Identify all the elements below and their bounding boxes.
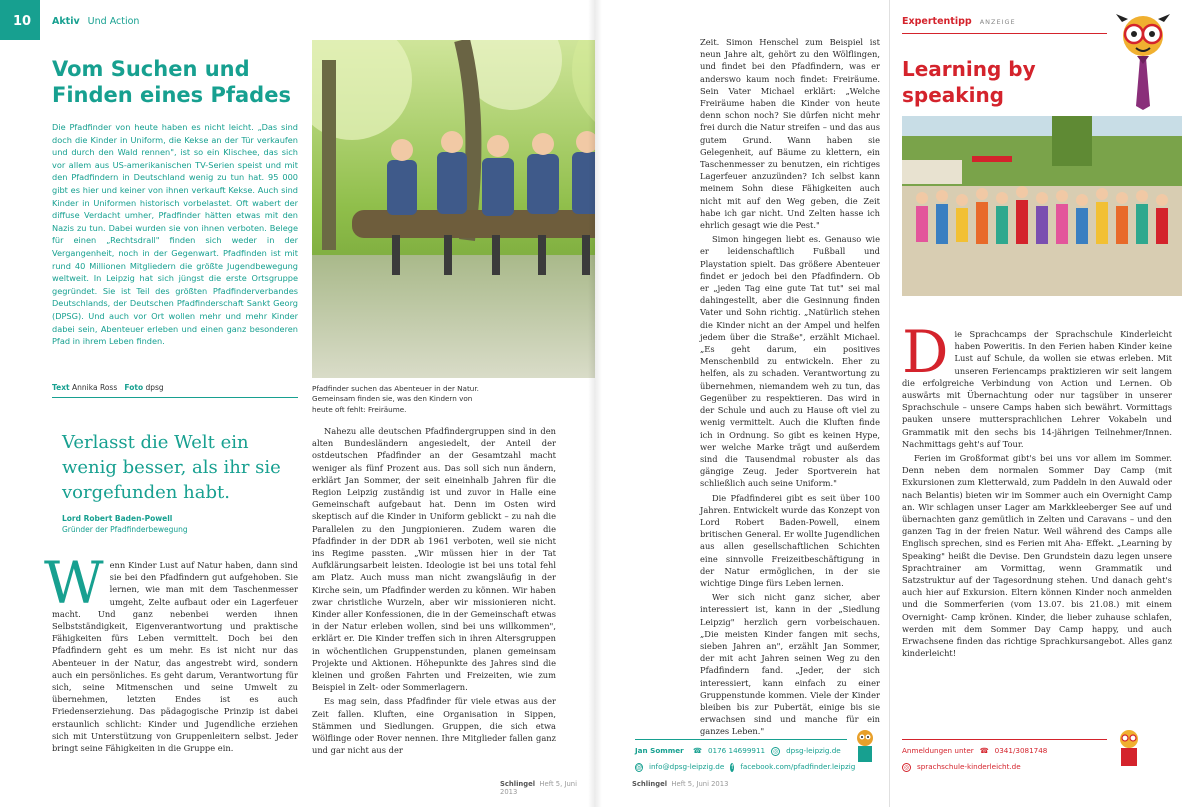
body-column-3 xyxy=(700,36,880,738)
sidebar-body xyxy=(902,318,1172,659)
sidebar-contact-divider xyxy=(902,739,1107,740)
expert-tip-sidebar xyxy=(889,0,1190,807)
anmeldung-label: Anmeldungen unter xyxy=(902,746,974,755)
quote-author: Lord Robert Baden-Powell xyxy=(62,514,173,523)
body-column-1 xyxy=(44,549,298,754)
footer-issue: Heft 5, Juni 2013 xyxy=(500,780,577,796)
dropcap: W xyxy=(44,549,104,617)
page-footer xyxy=(500,780,595,796)
credit-photographer: dpsg xyxy=(145,383,164,392)
body-column-2 xyxy=(312,425,556,756)
article-lead: Die Pfadfinder von heute haben es nicht leicht. „Das sind doch die Kinder in Uniform, die Kekse an der Tür verkaufen und durch den Wald rennen", ist so ein Klischee, das sich vor allem aus US-amerikanischen TV-Serien speist und mit den Pfadfindern in Deutschland wenig zu tun hat. 95 000 gibt es hier und keiner von ihnen verkauft Kekse. Auch sind Kinder in Uniformen historisch vorbelastet. Oft wabert der diffuse Verdacht umher, Pfadfinder hätten etwas mit den Nazis zu tun. Dabei wurden sie von ihnen verboten. Belege für einen „Rechtsdrall" finden sich weder in der Vergangenheit, noch in der Gegenwart. Pfadfinden ist mit rund 40 Millionen Mitgliedern die größte Jugendbewegung weltweit. In Leipzig hat sich jüngst die erste Ortsgruppe gegründet. Sie ist Teil des größten Pfadfinderverbandes Deutschlands, der Deutschen Pfadfinderschaft Sankt Georg (DPSG). Und auch vor Ort wollen mehr und mehr Kinder dabei sein, Abenteuer erleben und einen ganz besonderen Pfad in ihrem Leben finden. xyxy=(52,122,298,347)
sidebar-title: Learning by speaking xyxy=(902,57,1036,107)
credit-author: Annika Ross xyxy=(72,383,118,392)
body-text: enn Kinder Lust auf Natur haben, dann sind sie bei den Pfadfindern gut aufgehoben. Sie lernen, wie man mit dem Taschenmesser umgeht, Zelte aufbaut oder ein Lagerfeuer macht. Und ganz nebenbei werden ihnen Selbstständigkeit, Eigenverantwortung und praktische Fähigkeiten fürs Leben vermittelt. Doch bei den Pfadfindern geht es um mehr. Es ist nicht nur das Abenteuer in der Natur, das angestrebt wird, sondern auch ein persönliches. Es geht darum, Verantwortung für sich, seine Mitmenschen und seine Umwelt zu übernehmen, letzten Endes ist es auch Friedenserziehung. Das pädagogische Prinzip ist dabei erstaunlich schlicht: Kinder und Jugendliche erziehen sich mit Unterstützung von Gruppenleitern selbst. Jeder bringt seine Fähigkeiten in die Gruppe ein. xyxy=(52,560,298,754)
sidebar-web[interactable]: sprachschule-kinderleicht.de xyxy=(917,762,1021,771)
credit-text-label: Text xyxy=(52,383,70,392)
rubric xyxy=(52,16,139,27)
quote-role: Gründer der Pfadfinderbewegung xyxy=(62,525,188,534)
page-footer xyxy=(632,780,728,788)
page-number: 10 xyxy=(0,0,40,40)
contact-divider xyxy=(635,739,847,740)
rubric-section: Aktiv xyxy=(52,16,80,27)
owl-small-icon xyxy=(1116,728,1142,768)
scout-mascot-icon xyxy=(853,728,877,764)
sidebar-paragraph: Ferien im Großformat gibt's bei uns vor allem im Sommer. Denn neben dem normalen Sommer Day Camp (mit Exkursionen zum Kletterwald, zum Paddeln in den Auwald oder nach Belantis) bieten wir im Sommer auch ein Overnight Camp an. Wir schlagen unser Lager am Markkleeberger See auf und übernachten ganz gemütlich in Zelten und Caravans – und den ganzen Tag in der freien Natur. Weil während des Camps alle Englisch sprechen, sind es Ferien mit Aha- Effekt. „Learning by Speaking" heißt die Devise. Den Grundstein dazu legen unsere Sprachtrainer am Vormittag, wenn Grammatik und Satzstruktur auf der Tagesordnung stehen. Und danach geht's auch hier auf Exkursion. Eltern können Kinder noch anmelden und die Sommerferien (vom 13.07. bis 21.08.) mit einem Overnight- Camp krönen. Kinder, die lieber zuhause schlafen, werden mit dem Sommer Day Camp happy, und auch Erwachsene finden das richtige Sprachkursangebot. Alles ganz kinderleicht! xyxy=(902,453,1172,659)
contact-phone[interactable]: 0176 14699911 xyxy=(707,746,766,755)
rubric-subsection: Und Action xyxy=(87,16,140,27)
sidebar-rubric: Expertentipp xyxy=(902,16,972,27)
photo-caption: Pfadfinder suchen das Abenteuer in der Natur. Gemeinsam finden sie, was den Kindern von heute oft fehlt: Freiräume. xyxy=(312,384,479,414)
body-paragraph: Es mag sein, dass Pfadfinder für viele etwas aus der Zeit fallen. Kluften, eine Organisation in Sippen, Stämmen und Siedlungen. Gruppen, die sich etwa Wölflinge oder Rover nennen. Ihre Mitglieder fallen ganz und gar nicht aus der xyxy=(312,696,556,756)
divider xyxy=(52,397,298,398)
sidebar-contact xyxy=(902,743,1107,775)
sidebar-header xyxy=(902,16,1016,27)
sidebar-text: ie Sprachcamps der Sprachschule Kinderleicht haben Poweritis. In den Ferien haben Kinder keine Lust auf Schule, da wollen sie etwas erleben. Mit unseren Feriencamps praktizieren wir seit langem die erfolgreiche Verbindung von Action und Lernen. Ob auswärts mit Übernachtung oder nur tagsüber in unserer Sprachschule – unsere Camps haben sich bewährt. Vormittags pauken unsere muttersprachlichen Lehrer Vokabeln und Grammatik mit den sechs bis 14-jährigen Teilnehmer/Innen. Nachmittags geht's auf Tour. xyxy=(902,329,1172,449)
contact-facebook[interactable]: facebook.com/pfadfinder.leipzig xyxy=(740,762,856,771)
owl-mascot-icon xyxy=(1112,10,1174,110)
phone-icon: ☎ xyxy=(979,746,989,755)
footer-magazine: Schlingel xyxy=(500,780,536,788)
email-icon: @ xyxy=(636,763,642,771)
credit-foto-label: Foto xyxy=(124,383,144,392)
contact-name: Jan Sommer xyxy=(635,746,684,755)
anmeldung-phone[interactable]: 0341/3081748 xyxy=(994,746,1048,755)
body-paragraph: Die Pfadfinderei gibt es seit über 100 Jahren. Entwickelt wurde das Konzept von Lord Robert Baden-Powell, einem britischen General. Er wollte Jugendlichen aus allen gesellschaftlichen Schichten eine sinnvolle Freizeitbeschäftigung in der Natur ermöglichen, in der sie wichtige Dinge fürs Leben lernen. xyxy=(700,492,880,588)
right-page xyxy=(595,0,1190,807)
web-icon: ◎ xyxy=(903,763,910,771)
facebook-icon: f xyxy=(731,763,734,771)
article-headline: Vom Suchen und Finden eines Pfades xyxy=(52,57,291,107)
footer-magazine: Schlingel xyxy=(632,780,668,788)
article-credit xyxy=(52,383,164,392)
spine-shadow xyxy=(588,0,602,807)
contact-email[interactable]: info@dpsg-leipzig.de xyxy=(649,762,725,771)
sidebar-rule xyxy=(902,33,1107,34)
quote-attribution xyxy=(62,513,188,535)
scouts-photo xyxy=(312,40,595,378)
camp-photo-image xyxy=(902,116,1182,296)
body-paragraph: Wer sich nicht ganz sicher, aber interessiert ist, kann in der „Siedlung Leipzig" herzlich gern vorbeischauen. „Die meisten Kinder fangen mit sechs, sieben Jahren an", erzählt Jan Sommer, der mit acht Jahren seinen Weg zu den Pfadfindern fand. „Jeder, der sich interessiert, kann einfach zu einer Gruppenstunde kommen. Viele der Kinder bleiben bis zur Pubertät, einige bis sie erwachsen sind und manche für ein ganzes Leben." xyxy=(700,592,880,737)
contact-box xyxy=(635,743,856,775)
phone-icon: ☎ xyxy=(693,746,702,755)
footer-issue: Heft 5, Juni 2013 xyxy=(671,780,729,788)
sidebar-paragraph xyxy=(902,318,1172,450)
contact-web[interactable]: dpsg-leipzig.de xyxy=(786,746,841,755)
ad-label: ANZEIGE xyxy=(979,18,1016,26)
camp-photo xyxy=(902,116,1182,296)
sidebar-dropcap: D xyxy=(902,318,949,386)
body-paragraph: Zeit. Simon Henschel zum Beispiel ist neun Jahre alt, gehört zu den Wölflingen, und findet bei den Pfadfindern, was er anderswo kaum noch findet: Freiräume. Sein Vater Michael erklärt: „Welche Freiräume haben die Kinder von heute denn schon noch? Sie dürfen nicht mehr frei durch die Natur streifen – und das aus gutem Grund. Wann haben sie Gelegenheit, auf Bäume zu klettern, ein Taschenmesser zu benutzen, ein richtiges Lagerfeuer anzuzünden? Ich selbst kann meinem Sohn diese Fähigkeiten auch nicht mit auf den Weg geben, die Zeit habe ich gar nicht. Und Zelten hasse ich ehrlich gesagt wie die Pest." xyxy=(700,37,880,231)
body-paragraph: Nahezu alle deutschen Pfadfindergruppen sind in den alten Bundesländern angesiedelt, der Anteil der ostdeutschen Pfadfinder an der Gesamtzahl macht weniger als fünf Prozent aus. Das soll sich nun ändern, erklärt Jan Sommer, der seit eineinhalb Jahren für die Region Leipzig zuständig ist und zuvor in Halle eine Gemeinschaft aufgebaut hat. Denn im Osten wird skeptisch auf die Kinder in Uniform geblickt – zu nah die Parallelen zu den Jungpionieren. Zudem waren die Pfadfinder in der DDR ab 1961 verboten, weil sie nicht ins Regime passten. „Wir müssen hier in der Tat Aufklärungsarbeit leisten. Ideologie ist bei uns total fehl am Platz. Auch muss man nicht zwangsläufig in der Kirche sein, um Pfadfinder werden zu können. Wir haben zwar christliche Wurzeln, aber wir missionieren nicht. Kinder aller Konfessionen, die in der Gemeinschaft etwas in der Natur erleben wollen, sind bei uns willkommen", erklärt er. Die Kinder treffen sich in ihren Altersgruppen in wöchentlichen Gruppenstunden, planen gemeinsam Projekte und Aktionen. Höhepunkte des Jahres sind die kleinen und großen Fahrten und Freizeiten, wie zum Beispiel in Zelt- oder Sommerlagern. xyxy=(312,426,556,693)
scouts-photo-image xyxy=(312,40,595,378)
body-paragraph: Simon hingegen liebt es. Genauso wie er leidenschaftlich Fußball und Playstation spielt. Das größere Abenteuer findet er jedoch bei den Pfadfindern. Ob er „jeden Tag eine gute Tat tut" sei mal dahingestellt, aber die Gesinnung finden Vater und Sohn richtig. „Natürlich stehen die Kinder nicht an der Ampel und helfen jedem über die Straße", erzählt Michael. „Es geht darum, ein positives Menschenbild zu entwickeln. Eher zu helfen, als zu schaden. Verantwortung zu übernehmen, niemandem weh zu tun, das Gegenüber zu respektieren. Das wird in der Schule und auch zu Hause oft viel zu wenig vermittelt. Auch die Kluften finde ich in Ordnung. So gibt es keinen Hype, wer welche Marke trägt und außerdem sind die Tausendmal robuster als das gängige Zeug. Jeder Sportverein hat schließlich auch seine Uniform." xyxy=(700,234,880,489)
web-icon: ◎ xyxy=(773,747,779,755)
pull-quote: Verlasst die Welt ein wenig besser, als ihr sie vorgefunden habt. xyxy=(62,432,281,503)
